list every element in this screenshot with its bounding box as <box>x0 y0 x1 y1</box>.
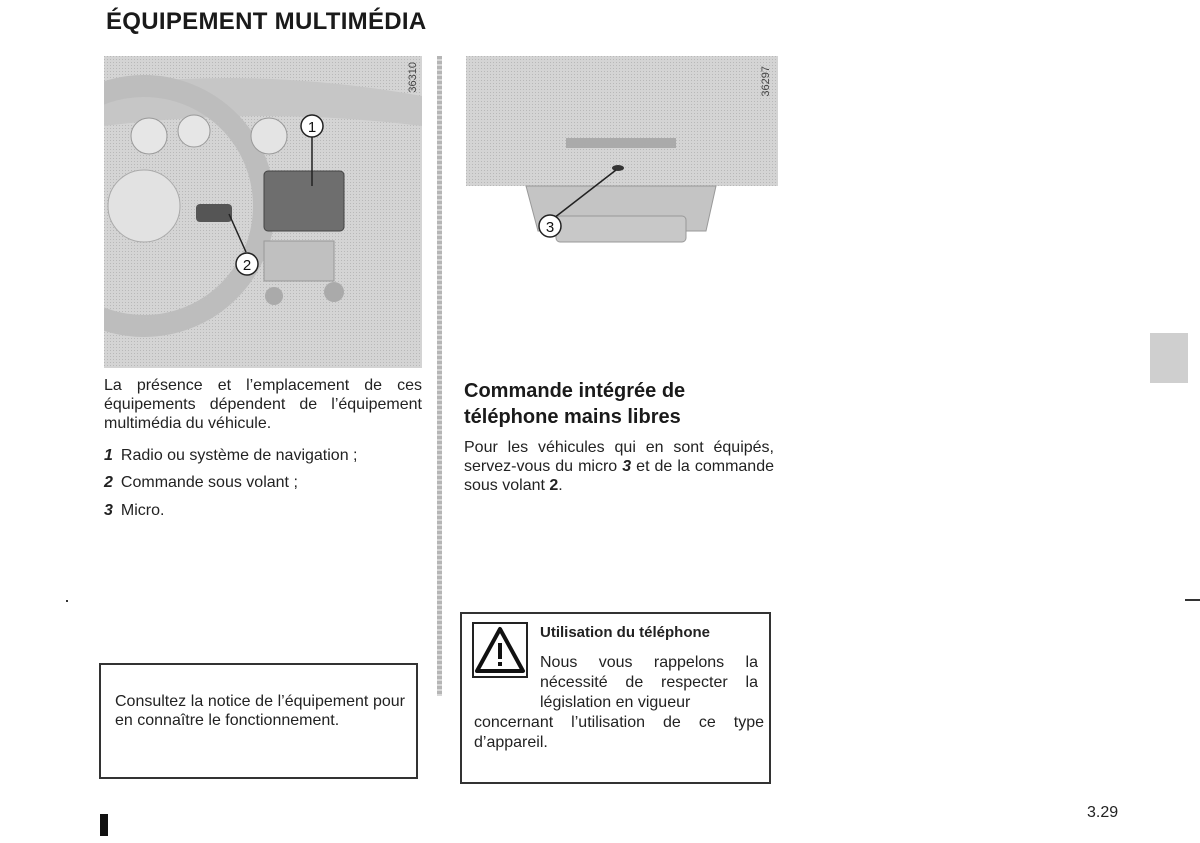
intro-paragraph: La présence et l’emplacement de ces équipements dépendent de l’équipement multimédia du véhicule. <box>104 377 422 432</box>
warning-triangle-icon <box>472 622 528 678</box>
section-title-line: téléphone mains libres <box>464 406 681 428</box>
column-divider <box>437 56 442 696</box>
dashboard-illustration <box>104 56 422 368</box>
handsfree-paragraph <box>464 438 774 495</box>
paragraph-text: Pour les véhicules qui en sont équipés, servez-vous du micro <box>464 439 774 475</box>
list-item-number: 1 <box>104 447 113 464</box>
reference-number: 2 <box>549 477 559 494</box>
page-title: ÉQUIPEMENT MULTIMÉDIA <box>106 8 427 35</box>
reference-number: 3 <box>622 458 632 475</box>
list-item-text: Micro. <box>120 502 165 519</box>
figure-id-left: 36310 <box>407 62 419 93</box>
svg-text:2: 2 <box>242 257 252 274</box>
list-item-text: Commande sous volant ; <box>120 474 298 491</box>
section-tab <box>1150 333 1188 383</box>
section-title <box>464 378 685 430</box>
page-number: 3.29 <box>1087 804 1119 821</box>
warning-box <box>460 612 771 784</box>
callout-1 <box>301 115 323 137</box>
list-item-number: 2 <box>104 474 113 491</box>
warning-text: concernant l’utilisation de ce type d’appareil. <box>474 714 764 751</box>
list-item <box>104 446 358 465</box>
warning-title: Utilisation du téléphone <box>540 624 711 641</box>
section-title-line: Commande intégrée de <box>464 380 686 402</box>
mirror-illustration <box>466 56 778 246</box>
mirror-figure <box>466 56 778 246</box>
list-item-text: Radio ou système de navigation ; <box>120 447 358 464</box>
edge-mark <box>1185 599 1200 601</box>
warning-text-indented: Nous vous rappelons la nécessité de respecter la législation en vigueur <box>540 654 758 711</box>
list-item <box>104 473 298 492</box>
dashboard-figure <box>104 56 422 368</box>
scan-dot <box>66 600 68 602</box>
note-text: Consultez la notice de l’équipement pour en connaître le fonctionnement. <box>115 693 405 729</box>
note-box <box>99 663 418 779</box>
list-item <box>104 501 164 520</box>
svg-text:3: 3 <box>545 219 555 236</box>
paragraph-text: . <box>558 477 563 494</box>
list-item-number: 3 <box>104 502 113 519</box>
callout-2 <box>236 253 258 275</box>
callout-3 <box>539 215 561 237</box>
figure-id-right: 36297 <box>760 66 772 97</box>
svg-text:1: 1 <box>307 119 317 136</box>
page-marker <box>100 814 108 836</box>
paragraph-text: et de la commande sous volant <box>464 458 774 494</box>
